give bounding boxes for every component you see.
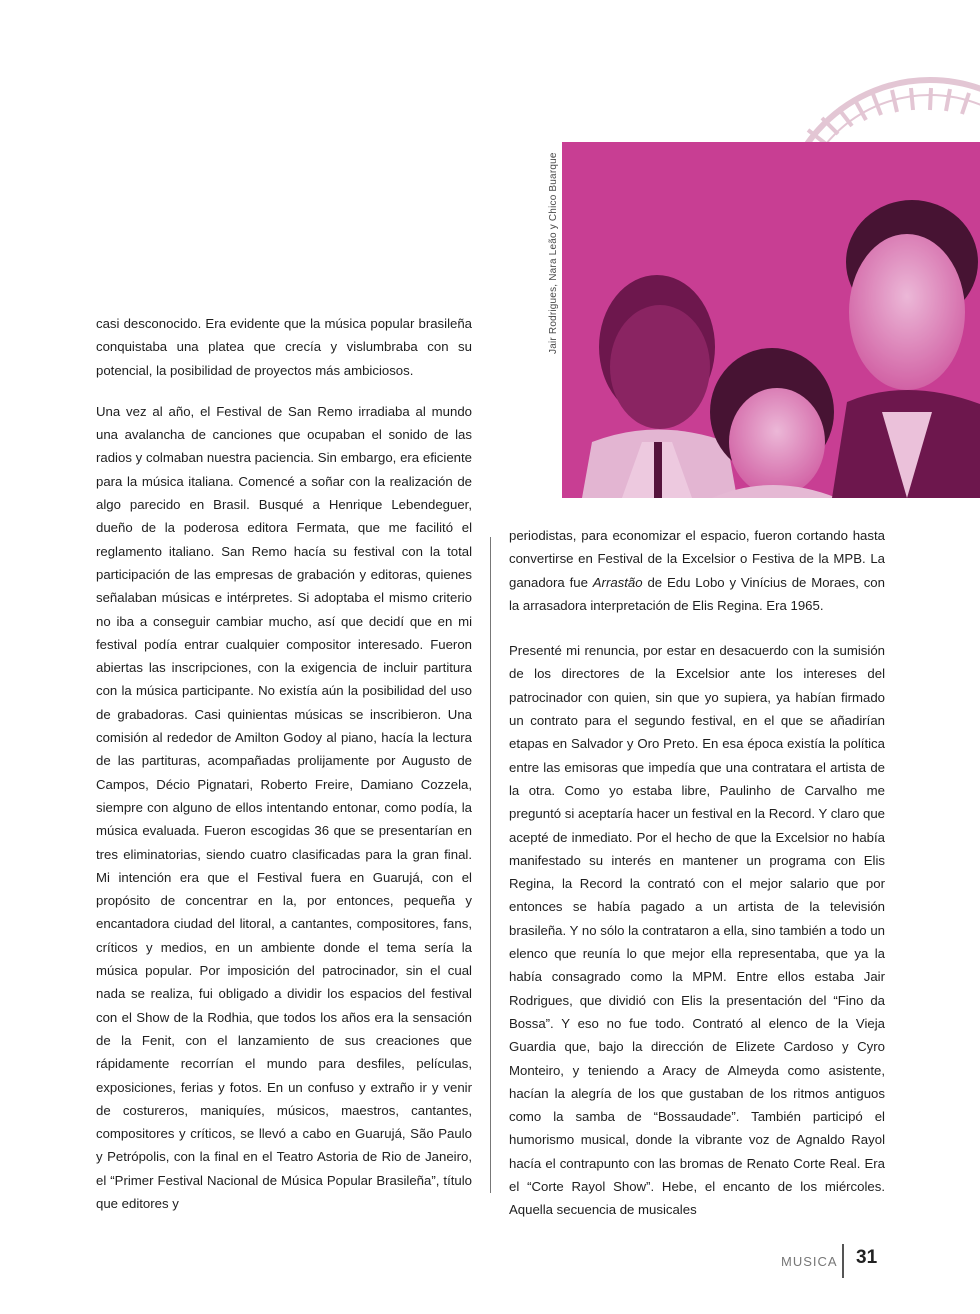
left-paragraph-2: Una vez al año, el Festival de San Remo irradiaba al mundo una avalancha de canciones que ocupaban el sonido de las radios y colmaban nuestra paciencia. Sin embargo, era eficiente para la música italiana. Comencé a soñar con la realización de algo parecido en Brasil. Busqué a Henrique Lebendeguer, dueño de la poderosa editora Fermata, que me facilitó el reglamento italiano. San Remo hacía su festival con la total participación de las empresas de grabación y editoras, quienes señalaban músicas e intérpretes. Si adoptaba el mismo criterio no iba a conseguir cambiar mucho, así que decidí que en mi festival podía entrar cualquier compositor interesado. Fueron abiertas las inscripciones, con la exigencia de incluir partitura con la música participante. No existía aún la posibilidad del uso de grabadoras. Casi quinientas músicas se inscribieron. Una comisión al rededor de Amilton Godoy al piano, hacía la lectura de las partituras, acompañadas prolijamente por Augusto de Campos, Décio Pignatari, Roberto Freire, Damiano Cozzela, siempre con alguno de ellos intentando entonar, como podía, la música evaluada. Fueron escogidas 36 que se presentarían en tres eliminatorias, siendo cuatro clasificadas para la gran final. Mi intención era que el Festival fuera en Guarujá, con el propósito de concentrar en la, por entonces, pequeña y encantadora ciudad del litoral, a cantantes, compositores, fans, críticos y medios, en un ambiente donde el tema sería la música popular. Por imposición del patrocinador, sin el cual nada se realiza, fui obligado a dividir los espacios del festival con el Show de la Rodhia, que todos los años era la sensación de la Fenit, con el lanzamiento de sus creaciones que rápidamente recorrían el mundo para desfiles, películas, exposiciones, ferias y fotos. En un confuso y extraño ir y venir de costureros, maniquíes, músicos, maestros, cantantes, compositores y críticos, se llevó a cabo en Guarujá, São Paulo y Petrópolis, con la final en el Teatro Astoria de Rio de Janeiro, el “Primer Festival Nacional de Música Popular Brasileña”, título que editores y — [96, 403, 472, 1211]
right-paragraph-1-start: periodistas, para economizar el espacio, fueron cortando hasta convertirse en Festival de la Excelsior o Festiva de la MPB. La ganadora fue — [509, 528, 885, 590]
page-number: 31 — [856, 1247, 878, 1268]
right-paragraph-2: Presenté mi renuncia, por estar en desacuerdo con la sumisión de los directores de la Excelsior ante los intereses del patrocinador con quien, sin que yo supiera, ya habían firmado un contrato para el segundo festival, en el que se añadirían etapas en Salvador y Oro Preto. En esa época existía la política entre las emisoras que impedía que una contratara el artista de la otra. Como yo estaba libre, Paulinho de Carvalho me preguntó si aceptaría hacer un festival en la Record. Y claro que acepté de inmediato. Por el hecho de que la Excelsior no había manifestado su interés en mantener un programa con Elis Regina, la Record la contrató con el mejor salario que por entonces se había pagado a un artista de la televisión brasileña. Y no sólo la contrataron a ella, sino también a todo un elenco que reunía lo que mejor ella representaba, que ya la había consagrado como la MPM. Entre ellos estaba Jair Rodrigues, que dividió con Elis la presentación del “Fino da Bossa”. Y eso no fue todo. Contrató al elenco de la Vieja Guardia que, bajo la dirección de Elizete Cardoso y Cyro Monteiro, y teniendo a Aracy de Almeyda como asistente, hacían la alegría de los que gustaban de los ritmos antiguos como la samba de “Bossaudade”. También participó el humorismo musical, donde la vibrante voz de Agnaldo Rayol hacía el contrapunto con las bromas de Renato Corte Real. Era el “Corte Rayol Show”. Hebe, el encanto de los miércoles. Aquella secuencia de musicales — [509, 643, 885, 1218]
column-divider — [490, 537, 491, 1193]
right-paragraph-1 — [509, 524, 885, 617]
right-paragraph-1-end: de Edu Lobo y Vinícius de Moraes, con la arrasadora interpretación de Elis Regina. Era 1965. — [509, 574, 885, 613]
photo-illustration — [562, 142, 980, 498]
song-title-arrastao: Arrastão — [592, 574, 643, 590]
photo-singers — [562, 142, 980, 498]
left-paragraph-1: casi desconocido. Era evidente que la música popular brasileña conquistaba una platea que crecía y vislumbraba con su potencial, la posibilidad de proyectos más ambiciosos. — [96, 316, 472, 378]
left-text-column — [96, 312, 472, 1237]
photo-caption: Jair Rodrigues, Nara Leão y Chico Buarque — [548, 152, 559, 354]
right-text-column — [509, 524, 885, 1244]
section-label: MUSICA — [781, 1254, 838, 1269]
footer-divider — [842, 1244, 844, 1278]
